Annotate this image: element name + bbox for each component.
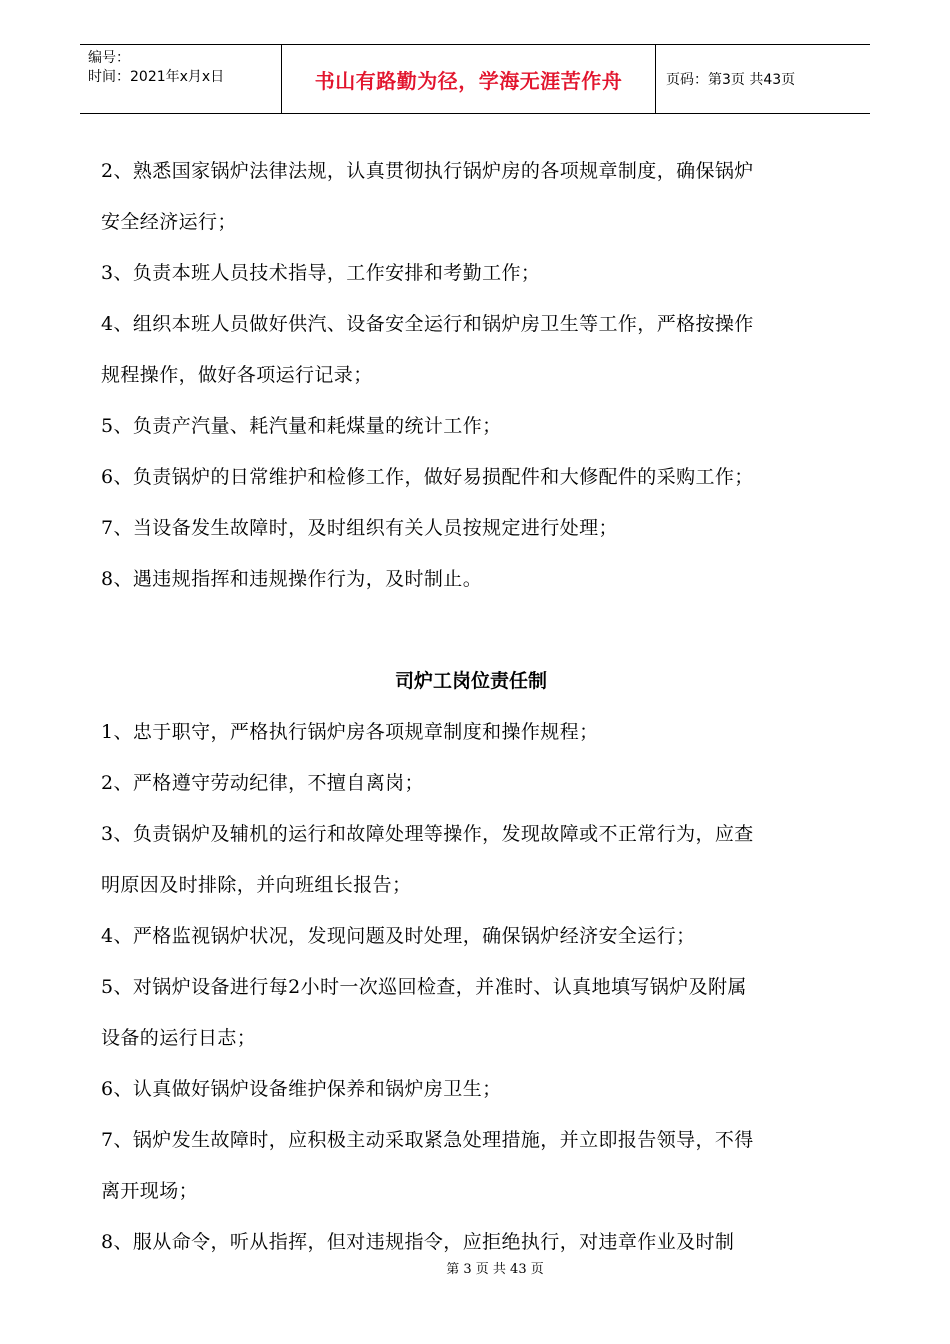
header-page-number: 页码：第3页 共43页 <box>666 72 796 88</box>
list-item: 8、服从命令，听从指挥，但对违规指令，应拒绝执行，对违章作业及时制 <box>101 1231 735 1253</box>
document-body <box>101 146 851 1268</box>
list-item: 1、忠于职守，严格执行锅炉房各项规章制度和操作规程； <box>101 721 599 743</box>
list-item: 3、负责锅炉及辅机的运行和故障处理等操作，发现故障或不正常行为，应查 明原因及时排除，并向班组长报告； <box>101 823 754 896</box>
list-item: 4、组织本班人员做好供汽、设备安全运行和锅炉房卫生等工作，严格按操作 规程操作，做好各项运行记录； <box>101 313 754 386</box>
list-item: 6、负责锅炉的日常维护和检修工作，做好易损配件和大修配件的采购工作； <box>101 466 754 488</box>
list-item: 7、当设备发生故障时，及时组织有关人员按规定进行处理； <box>101 517 618 539</box>
document-header <box>80 44 870 114</box>
header-meta <box>80 45 282 113</box>
list-item: 5、负责产汽量、耗汽量和耗煤量的统计工作； <box>101 415 502 437</box>
section-class-leader-duties <box>101 146 851 605</box>
section-title: 司炉工岗位责任制 <box>394 670 547 692</box>
list-item: 5、对锅炉设备进行每2小时一次巡回检查，并准时、认真地填写锅炉及附属 设备的运行日志； <box>101 976 747 1049</box>
list-item: 3、负责本班人员技术指导，工作安排和考勤工作； <box>101 262 541 284</box>
section-stoker-duties <box>101 707 851 1268</box>
header-motto: 书山有路勤为径，学海无涯苦作舟 <box>282 45 656 113</box>
section-spacer <box>101 605 851 656</box>
list-item: 8、遇违规指挥和违规操作行为，及时制止。 <box>101 568 483 590</box>
document-time-label: 时间：2021年x月x日 <box>88 69 225 85</box>
list-item: 2、严格遵守劳动纪律，不擅自离岗； <box>101 772 424 794</box>
list-item: 2、熟悉国家锅炉法律法规，认真贯彻执行锅炉房的各项规章制度，确保锅炉 安全经济运行； <box>101 160 754 233</box>
list-item: 7、锅炉发生故障时，应积极主动采取紧急处理措施，并立即报告领导，不得 离开现场； <box>101 1129 754 1202</box>
list-item: 4、严格监视锅炉状况，发现问题及时处理，确保锅炉经济安全运行； <box>101 925 696 947</box>
list-item: 6、认真做好锅炉设备维护保养和锅炉房卫生； <box>101 1078 502 1100</box>
document-number-label: 编号： <box>88 50 130 66</box>
page-footer: 第 3 页 共 43 页 <box>446 1262 544 1277</box>
